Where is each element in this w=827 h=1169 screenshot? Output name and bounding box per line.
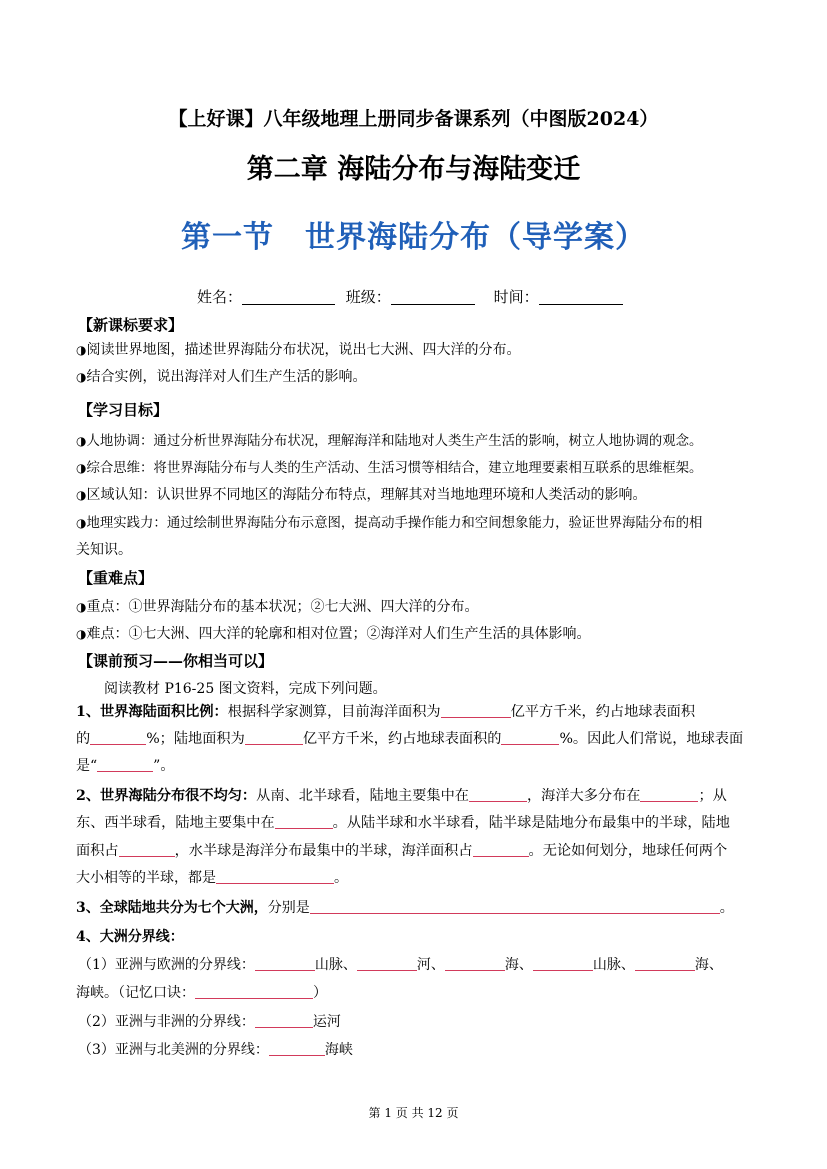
answer-blank[interactable] xyxy=(501,730,559,745)
answer-blank[interactable] xyxy=(310,899,720,914)
answer-blank[interactable] xyxy=(445,956,505,971)
goal-item: ◑综合思维：将世界海陆分布与人类的生产活动、生活习惯等相结合，建立地理要素相互联系的思维框架。 xyxy=(76,461,703,476)
class-field[interactable] xyxy=(391,288,475,305)
answer-blank[interactable] xyxy=(245,730,303,745)
question-2-line-4: 大小相等的半球，都是 。 xyxy=(76,870,348,886)
page-footer: 第 1 页 共 12 页 xyxy=(368,1106,459,1120)
half-circle-bullet-icon: ◑ xyxy=(76,343,87,357)
time-label: 时间： xyxy=(493,288,539,306)
question-2-line-2: 东、西半球看，陆地主要集中在 。从陆半球和水半球看，陆半球是陆地分布最集中的半球，陆地 xyxy=(76,815,730,831)
key-point-item: ◑重点：①世界海陆分布的基本状况；②七大洲、四大洋的分布。 xyxy=(76,599,479,615)
answer-blank[interactable] xyxy=(90,730,146,745)
name-field[interactable] xyxy=(242,288,335,305)
question-1-title: 1、世界海陆面积比例： xyxy=(76,704,228,720)
answer-blank[interactable] xyxy=(255,1013,313,1028)
answer-blank[interactable] xyxy=(119,842,175,857)
goal-item-continued: 关知识。 xyxy=(76,542,132,558)
question-1-line-1: 1、世界海陆面积比例：根据科学家测算，目前海洋面积为 亿平方千米，约占地球表面积 xyxy=(76,704,696,720)
half-circle-bullet-icon: ◑ xyxy=(76,600,87,614)
half-circle-bullet-icon: ◑ xyxy=(76,516,87,530)
goals-heading: 【学习目标】 xyxy=(78,401,169,419)
half-circle-bullet-icon: ◑ xyxy=(76,627,87,641)
half-circle-bullet-icon: ◑ xyxy=(76,461,87,475)
question-2-title: 2、世界海陆分布很不均匀： xyxy=(76,788,257,804)
curriculum-item: ◑阅读世界地图，描述世界海陆分布状况，说出七大洲、四大洋的分布。 xyxy=(76,342,521,358)
goal-item: ◑区域认知：认识世界不同地区的海陆分布特点，理解其对当地地理环境和人类活动的影响。 xyxy=(76,487,647,503)
series-title: 【上好课】八年级地理上册同步备课系列（中图版2024） xyxy=(168,108,659,130)
question-2-line-3: 面积占 ，水半球是海洋分布最集中的半球，海洋面积占 。无论如何划分，地球任何两个 xyxy=(76,843,728,859)
section-title: 第一节 世界海陆分布（导学案） xyxy=(181,220,646,255)
answer-blank[interactable] xyxy=(635,956,695,971)
curriculum-item: ◑结合实例，说出海洋对人们生产生活的影响。 xyxy=(76,369,367,385)
answer-blank[interactable] xyxy=(533,956,593,971)
answer-blank[interactable] xyxy=(469,787,527,802)
preview-heading: 【课前预习——你相当可以】 xyxy=(78,652,274,670)
goal-item: ◑地理实践力：通过绘制世界海陆分布示意图，提高动手操作能力和空间想象能力，验证世界海陆分布的相 xyxy=(76,516,703,531)
question-4-line-3: （2）亚洲与非洲的分界线： 运河 xyxy=(78,1014,341,1030)
key-point-item: ◑难点：①七大洲、四大洋的轮廓和相对位置；②海洋对人们生产生活的具体影响。 xyxy=(76,626,591,642)
half-circle-bullet-icon: ◑ xyxy=(76,434,87,448)
answer-blank[interactable] xyxy=(269,1041,325,1056)
answer-blank[interactable] xyxy=(195,984,313,999)
chapter-title: 第二章 海陆分布与海陆变迁 xyxy=(246,154,581,185)
curriculum-heading: 【新课标要求】 xyxy=(78,316,184,334)
question-3-title: 3、全球陆地共分为七个大洲， xyxy=(76,900,268,916)
goal-item: ◑人地协调：通过分析世界海陆分布状况，理解海洋和陆地对人类生产生活的影响，树立人地协调的观念。 xyxy=(76,434,703,449)
question-4-line-4: （3）亚洲与北美洲的分界线： 海峡 xyxy=(78,1042,353,1058)
question-4-line-1: （1）亚洲与欧洲的分界线： 山脉、 河、 海、 山脉、 海、 xyxy=(78,957,723,973)
name-label: 姓名： xyxy=(197,288,243,306)
question-1-line-2: 的 %；陆地面积为 亿平方千米，约占地球表面积的 %。因此人们常说，地球表面 xyxy=(76,731,744,747)
answer-blank[interactable] xyxy=(255,956,315,971)
time-field[interactable] xyxy=(539,288,623,305)
question-4-line-2: 海峡。（记忆口诀： ） xyxy=(76,985,327,1001)
answer-blank[interactable] xyxy=(640,787,698,802)
preview-intro: 阅读教材 P16-25 图文资料，完成下列问题。 xyxy=(104,681,387,697)
question-2-line-1: 2、世界海陆分布很不均匀：从南、北半球看，陆地主要集中在 ，海洋大多分布在 ；从 xyxy=(76,788,727,804)
answer-blank[interactable] xyxy=(275,814,333,829)
question-4-title: 4、大洲分界线： xyxy=(76,929,184,945)
question-3-line: 3、全球陆地共分为七个大洲，分别是 。 xyxy=(76,900,734,916)
half-circle-bullet-icon: ◑ xyxy=(76,370,87,384)
class-label: 班级： xyxy=(345,288,391,306)
answer-blank[interactable] xyxy=(216,869,334,884)
key-points-heading: 【重难点】 xyxy=(78,569,154,587)
answer-blank[interactable] xyxy=(441,703,511,718)
student-info-row xyxy=(197,286,623,307)
answer-blank[interactable] xyxy=(473,842,529,857)
question-1-line-3: 是“ ”。 xyxy=(76,758,175,774)
half-circle-bullet-icon: ◑ xyxy=(76,488,87,502)
answer-blank[interactable] xyxy=(357,956,417,971)
answer-blank[interactable] xyxy=(97,757,153,772)
